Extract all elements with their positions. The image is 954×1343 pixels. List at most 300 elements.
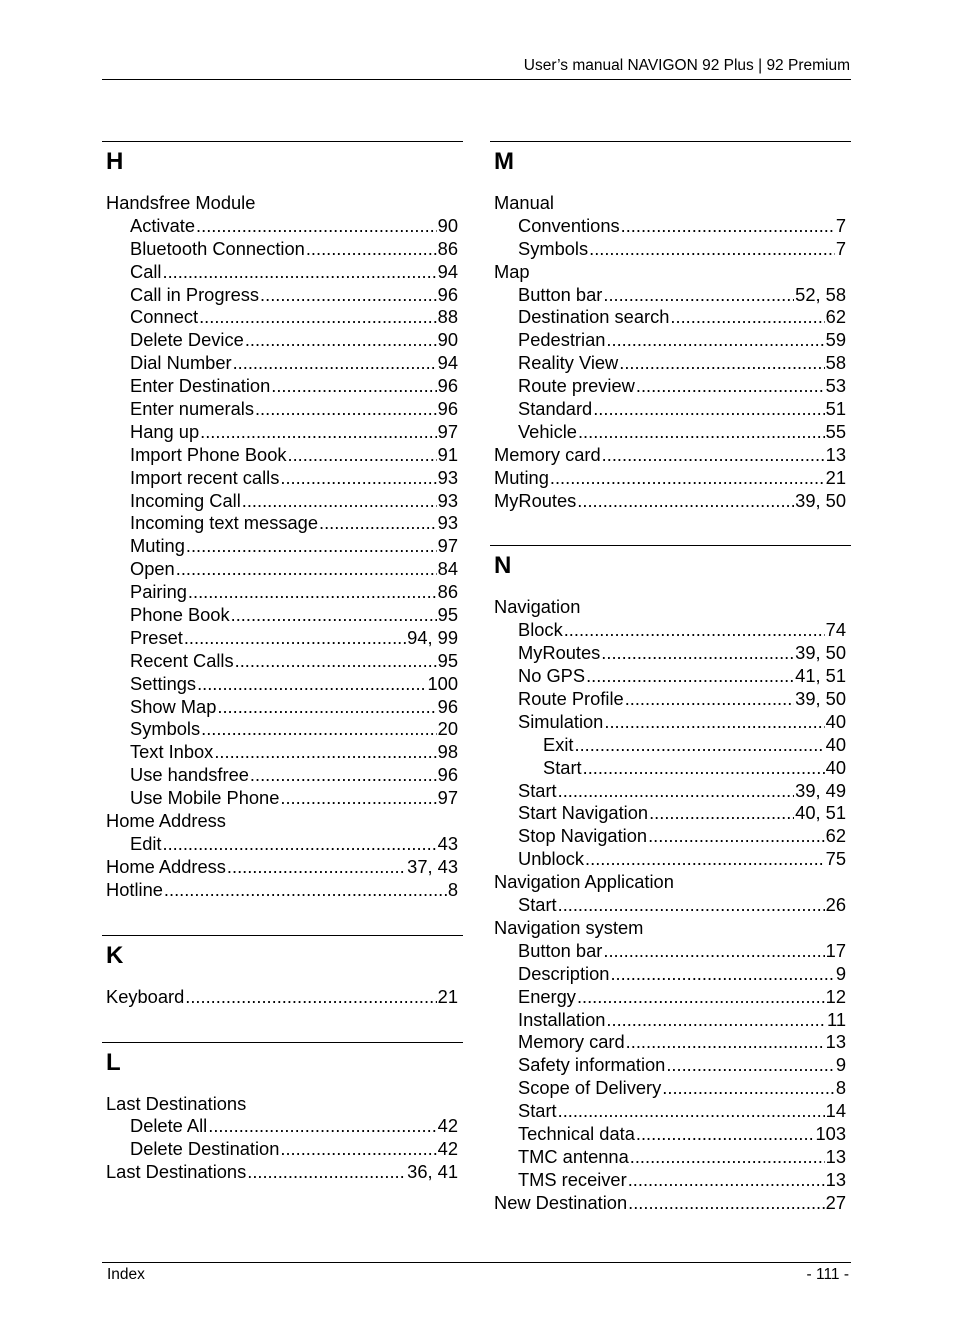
index-section xyxy=(490,545,851,1214)
dot-leader xyxy=(619,352,824,375)
entry-label: Incoming Call xyxy=(130,489,241,511)
dot-leader xyxy=(577,986,825,1009)
dot-leader xyxy=(550,467,825,490)
index-entry xyxy=(102,718,463,741)
entry-page-number: 97 xyxy=(437,420,458,442)
dot-leader xyxy=(602,444,825,467)
dot-leader xyxy=(231,604,437,627)
entry-label: Technical data xyxy=(518,1122,635,1144)
index-entry xyxy=(490,467,851,490)
index-entry xyxy=(102,1161,463,1184)
entry-page-number: 9 xyxy=(835,1054,846,1076)
entry-page-number: 96 xyxy=(437,283,458,305)
entry-label: Vehicle xyxy=(518,420,577,442)
dot-leader xyxy=(558,1100,825,1123)
entry-label: Button bar xyxy=(518,939,603,961)
index-column-left xyxy=(102,141,463,1184)
entry-label: Last Destinations xyxy=(106,1161,247,1183)
dot-leader xyxy=(585,848,825,871)
entry-page-number: 97 xyxy=(437,535,458,557)
entry-label: MyRoutes xyxy=(494,489,577,511)
index-entry xyxy=(490,780,851,803)
index-entry xyxy=(102,467,463,490)
entry-label: Scope of Delivery xyxy=(518,1077,662,1099)
index-entry xyxy=(102,490,463,513)
entry-label: Symbols xyxy=(130,718,201,740)
index-entry xyxy=(102,192,463,215)
entry-label: Pairing xyxy=(130,581,187,603)
entry-label: Bluetooth Connection xyxy=(130,237,305,259)
entry-label: Symbols xyxy=(518,237,589,259)
entry-page-number: 42 xyxy=(437,1138,458,1160)
entry-label: Settings xyxy=(130,672,197,694)
dot-leader xyxy=(163,261,437,284)
entry-label: Navigation Application xyxy=(494,871,674,893)
index-entry xyxy=(102,741,463,764)
index-entry xyxy=(490,1100,851,1123)
dot-leader xyxy=(601,642,794,665)
header-rule xyxy=(102,79,851,80)
index-entry xyxy=(490,1123,851,1146)
entry-page-number: 13 xyxy=(825,443,846,465)
entry-label: Last Destinations xyxy=(106,1092,247,1114)
entry-page-number: 96 xyxy=(437,398,458,420)
entry-page-number: 86 xyxy=(437,237,458,259)
index-entry xyxy=(490,734,851,757)
entry-page-number: 9 xyxy=(835,962,846,984)
entry-page-number: 40 xyxy=(825,733,846,755)
entry-label: Block xyxy=(518,619,563,641)
entry-label: Map xyxy=(494,260,530,282)
dot-leader xyxy=(185,986,436,1009)
index-entry xyxy=(490,261,851,284)
entry-label: Memory card xyxy=(518,1031,625,1053)
dot-leader xyxy=(593,398,824,421)
entry-label: TMC antenna xyxy=(518,1145,629,1167)
entry-page-number: 103 xyxy=(815,1122,846,1144)
dot-leader xyxy=(628,1192,825,1215)
index-entry xyxy=(490,375,851,398)
index-entry xyxy=(490,444,851,467)
entry-label: Start xyxy=(518,1100,557,1122)
index-entry xyxy=(490,215,851,238)
entry-label: TMS receiver xyxy=(518,1168,627,1190)
index-entry xyxy=(490,1054,851,1077)
entry-label: Text Inbox xyxy=(130,741,214,763)
index-entry xyxy=(102,352,463,375)
dot-leader xyxy=(306,238,437,261)
entry-page-number: 26 xyxy=(825,894,846,916)
dot-leader xyxy=(250,764,437,787)
entry-label: Preset xyxy=(130,626,183,648)
entry-label: Activate xyxy=(130,214,196,236)
entry-label: Hotline xyxy=(106,878,163,900)
entry-page-number: 11 xyxy=(827,1008,846,1030)
index-entry xyxy=(490,871,851,894)
index-entry xyxy=(102,238,463,261)
entry-page-number: 62 xyxy=(825,306,846,328)
index-entry xyxy=(490,1009,851,1032)
index-entry xyxy=(490,490,851,513)
entry-label: Import recent calls xyxy=(130,466,280,488)
entry-page-number: 91 xyxy=(437,443,458,465)
dot-leader xyxy=(255,398,437,421)
entry-label: Description xyxy=(518,962,610,984)
entry-label: Use Mobile Phone xyxy=(130,787,280,809)
index-entry xyxy=(102,306,463,329)
dot-leader xyxy=(628,1169,825,1192)
entry-label: Conventions xyxy=(518,214,620,236)
index-entry xyxy=(490,940,851,963)
index-entry xyxy=(490,421,851,444)
dot-leader xyxy=(280,1138,436,1161)
index-entry xyxy=(490,825,851,848)
index-entry xyxy=(102,833,463,856)
dot-leader xyxy=(630,1146,825,1169)
entry-page-number: 86 xyxy=(437,581,458,603)
dot-leader xyxy=(603,940,824,963)
entry-page-number: 39, 50 xyxy=(795,642,846,664)
entry-label: Edit xyxy=(130,832,162,854)
index-entry xyxy=(102,696,463,719)
entry-page-number: 84 xyxy=(437,558,458,580)
entry-page-number: 39, 50 xyxy=(795,489,846,511)
entry-label: Keyboard xyxy=(106,985,185,1007)
dot-leader xyxy=(626,1031,825,1054)
dot-leader xyxy=(196,215,437,238)
dot-leader xyxy=(280,787,436,810)
index-entry xyxy=(490,917,851,940)
entry-label: Phone Book xyxy=(130,604,230,626)
dot-leader xyxy=(184,627,406,650)
entry-page-number: 88 xyxy=(437,306,458,328)
entry-label: Route Profile xyxy=(518,688,624,710)
index-entry xyxy=(102,604,463,627)
dot-leader xyxy=(603,284,794,307)
dot-leader xyxy=(233,352,437,375)
entry-page-number: 75 xyxy=(825,848,846,870)
dot-leader xyxy=(199,306,437,329)
dot-leader xyxy=(589,238,835,261)
entry-label: New Destination xyxy=(494,1191,628,1213)
dot-leader xyxy=(200,421,437,444)
entry-page-number: 90 xyxy=(437,214,458,236)
index-entry xyxy=(102,1115,463,1138)
entry-page-number: 58 xyxy=(825,352,846,374)
index-entry xyxy=(490,688,851,711)
dot-leader xyxy=(606,329,824,352)
entry-page-number: 36, 41 xyxy=(407,1161,458,1183)
entry-label: Call in Progress xyxy=(130,283,260,305)
section-letter: K xyxy=(106,941,124,969)
entry-label: Incoming text message xyxy=(130,512,318,534)
index-entry-list xyxy=(102,986,463,1009)
index-entry xyxy=(490,352,851,375)
entry-page-number: 21 xyxy=(825,466,846,488)
entry-page-number: 53 xyxy=(825,375,846,397)
dot-leader xyxy=(176,558,437,581)
index-entry xyxy=(490,192,851,215)
index-entry xyxy=(102,1093,463,1116)
index-entry xyxy=(490,1146,851,1169)
index-entry xyxy=(490,802,851,825)
dot-leader xyxy=(606,1009,826,1032)
entry-label: Stop Navigation xyxy=(518,825,648,847)
entry-page-number: 20 xyxy=(437,718,458,740)
index-entry xyxy=(102,986,463,1009)
page-number: - 111 - xyxy=(806,1266,849,1283)
dot-leader xyxy=(208,1115,436,1138)
entry-label: Muting xyxy=(130,535,185,557)
entry-label: No GPS xyxy=(518,665,586,687)
entry-label: Memory card xyxy=(494,443,601,465)
entry-page-number: 39, 49 xyxy=(795,779,846,801)
section-letter: L xyxy=(106,1048,121,1076)
entry-page-number: 74 xyxy=(825,619,846,641)
entry-label: Enter numerals xyxy=(130,398,254,420)
dot-leader xyxy=(245,329,437,352)
dot-leader xyxy=(197,673,426,696)
entry-page-number: 96 xyxy=(437,375,458,397)
entry-page-number: 100 xyxy=(427,672,458,694)
index-entry xyxy=(102,261,463,284)
dot-leader xyxy=(188,581,437,604)
section-letter: M xyxy=(494,148,514,175)
index-entry-list xyxy=(102,192,463,902)
index-entry xyxy=(102,1138,463,1161)
entry-label: Delete Destination xyxy=(130,1138,280,1160)
entry-page-number: 93 xyxy=(437,512,458,534)
dot-leader xyxy=(288,444,437,467)
entry-label: Hang up xyxy=(130,420,200,442)
entry-page-number: 41, 51 xyxy=(795,665,846,687)
dot-leader xyxy=(649,802,794,825)
entry-page-number: 40, 51 xyxy=(795,802,846,824)
entry-label: Muting xyxy=(494,466,549,488)
entry-page-number: 14 xyxy=(825,1100,846,1122)
entry-page-number: 8 xyxy=(447,878,458,900)
dot-leader xyxy=(578,421,825,444)
index-entry xyxy=(490,1077,851,1100)
running-header: User’s manual NAVIGON 92 Plus | 92 Premium xyxy=(523,57,850,74)
entry-page-number: 21 xyxy=(437,985,458,1007)
entry-label: Energy xyxy=(518,985,576,1007)
dot-leader xyxy=(648,825,825,848)
index-entry xyxy=(490,329,851,352)
entry-label: Connect xyxy=(130,306,199,328)
entry-page-number: 96 xyxy=(437,695,458,717)
entry-page-number: 12 xyxy=(825,985,846,1007)
dot-leader xyxy=(574,734,824,757)
index-entry-list xyxy=(490,596,851,1214)
index-entry xyxy=(490,894,851,917)
entry-label: Dial Number xyxy=(130,352,232,374)
entry-label: Installation xyxy=(518,1008,606,1030)
entry-label: MyRoutes xyxy=(518,642,601,664)
index-entry xyxy=(102,398,463,421)
index-entry xyxy=(102,421,463,444)
entry-page-number: 51 xyxy=(825,398,846,420)
dot-leader xyxy=(280,467,436,490)
dot-leader xyxy=(621,215,835,238)
section-letter: N xyxy=(494,552,512,580)
entry-page-number: 17 xyxy=(825,939,846,961)
index-entry xyxy=(490,596,851,619)
entry-label: Show Map xyxy=(130,695,217,717)
index-entry xyxy=(102,650,463,673)
index-entry xyxy=(490,398,851,421)
entry-label: Simulation xyxy=(518,710,604,732)
entry-label: Manual xyxy=(494,192,554,213)
entry-label: Navigation system xyxy=(494,916,644,938)
entry-label: Start xyxy=(518,779,557,801)
index-entry xyxy=(102,535,463,558)
index-entry xyxy=(490,1031,851,1054)
entry-label: Start Navigation xyxy=(518,802,649,824)
index-entry xyxy=(102,215,463,238)
entry-label: Start xyxy=(518,894,557,916)
dot-leader xyxy=(217,696,436,719)
dot-leader xyxy=(186,535,437,558)
dot-leader xyxy=(666,1054,834,1077)
index-entry xyxy=(102,787,463,810)
index-entry xyxy=(490,757,851,780)
dot-leader xyxy=(604,711,824,734)
entry-page-number: 27 xyxy=(825,1191,846,1213)
footer-section-name: Index xyxy=(107,1266,145,1283)
dot-leader xyxy=(662,1077,835,1100)
entry-label: Call xyxy=(130,260,162,282)
index-entry xyxy=(102,879,463,902)
entry-page-number: 55 xyxy=(825,420,846,442)
entry-page-number: 13 xyxy=(825,1031,846,1053)
index-entry xyxy=(490,284,851,307)
entry-label: Import Phone Book xyxy=(130,443,287,465)
entry-label: Pedestrian xyxy=(518,329,606,351)
dot-leader xyxy=(558,894,825,917)
dot-leader xyxy=(247,1161,406,1184)
dot-leader xyxy=(201,718,437,741)
entry-label: Recent Calls xyxy=(130,649,234,671)
entry-label: Standard xyxy=(518,398,593,420)
entry-label: Enter Destination xyxy=(130,375,271,397)
entry-label: Safety information xyxy=(518,1054,666,1076)
index-entry xyxy=(102,627,463,650)
entry-label: Navigation xyxy=(494,596,581,618)
index-section xyxy=(102,935,463,1009)
entry-label: Unblock xyxy=(518,848,585,870)
index-column-right xyxy=(490,141,851,1215)
dot-leader xyxy=(164,879,447,902)
index-section xyxy=(102,1042,463,1185)
index-entry xyxy=(102,444,463,467)
entry-page-number: 94 xyxy=(437,260,458,282)
entry-label: Destination search xyxy=(518,306,670,328)
entry-label: Use handsfree xyxy=(130,764,249,786)
index-section xyxy=(490,141,851,512)
dot-leader xyxy=(271,375,436,398)
index-section xyxy=(102,141,463,902)
index-entry xyxy=(102,856,463,879)
entry-page-number: 37, 43 xyxy=(407,855,458,877)
dot-leader xyxy=(163,833,437,856)
index-entry xyxy=(490,665,851,688)
entry-page-number: 93 xyxy=(437,466,458,488)
entry-page-number: 8 xyxy=(835,1077,846,1099)
entry-page-number: 52, 58 xyxy=(795,283,846,305)
entry-label: Button bar xyxy=(518,283,603,305)
index-entry xyxy=(490,1169,851,1192)
index-entry xyxy=(490,619,851,642)
entry-page-number: 13 xyxy=(825,1168,846,1190)
footer-rule xyxy=(102,1262,851,1263)
dot-leader xyxy=(636,1123,815,1146)
entry-page-number: 94, 99 xyxy=(407,626,458,648)
index-entry xyxy=(102,581,463,604)
index-entry-list xyxy=(490,192,851,512)
dot-leader xyxy=(558,780,795,803)
entry-page-number: 39, 50 xyxy=(795,688,846,710)
entry-page-number: 7 xyxy=(835,214,846,236)
entry-label: Handsfree Module xyxy=(106,192,256,213)
dot-leader xyxy=(636,375,825,398)
dot-leader xyxy=(577,490,794,513)
index-entry xyxy=(102,512,463,535)
dot-leader xyxy=(227,856,406,879)
entry-page-number: 42 xyxy=(437,1115,458,1137)
index-entry xyxy=(102,375,463,398)
dot-leader xyxy=(242,490,437,513)
entry-page-number: 59 xyxy=(825,329,846,351)
entry-page-number: 13 xyxy=(825,1145,846,1167)
entry-page-number: 40 xyxy=(825,710,846,732)
entry-page-number: 98 xyxy=(437,741,458,763)
entry-label: Route preview xyxy=(518,375,635,397)
dot-leader xyxy=(564,619,825,642)
entry-page-number: 95 xyxy=(437,604,458,626)
dot-leader xyxy=(319,512,437,535)
index-entry xyxy=(490,238,851,261)
index-entry-list xyxy=(102,1093,463,1185)
dot-leader xyxy=(583,757,825,780)
dot-leader xyxy=(610,963,834,986)
index-entry xyxy=(102,558,463,581)
entry-page-number: 96 xyxy=(437,764,458,786)
index-entry xyxy=(490,306,851,329)
index-entry xyxy=(490,1192,851,1215)
index-entry xyxy=(490,711,851,734)
entry-label: Exit xyxy=(543,733,574,755)
dot-leader xyxy=(625,688,794,711)
entry-page-number: 62 xyxy=(825,825,846,847)
index-entry xyxy=(102,810,463,833)
dot-leader xyxy=(670,306,824,329)
index-entry xyxy=(102,673,463,696)
entry-page-number: 40 xyxy=(825,756,846,778)
entry-label: Open xyxy=(130,558,175,580)
dot-leader xyxy=(260,284,437,307)
dot-leader xyxy=(586,665,794,688)
index-entry xyxy=(490,963,851,986)
index-entry xyxy=(490,848,851,871)
dot-leader xyxy=(214,741,436,764)
entry-page-number: 95 xyxy=(437,649,458,671)
index-entry xyxy=(102,329,463,352)
section-letter: H xyxy=(106,148,124,175)
entry-label: Delete Device xyxy=(130,329,244,351)
entry-label: Start xyxy=(543,756,582,778)
entry-label: Reality View xyxy=(518,352,619,374)
